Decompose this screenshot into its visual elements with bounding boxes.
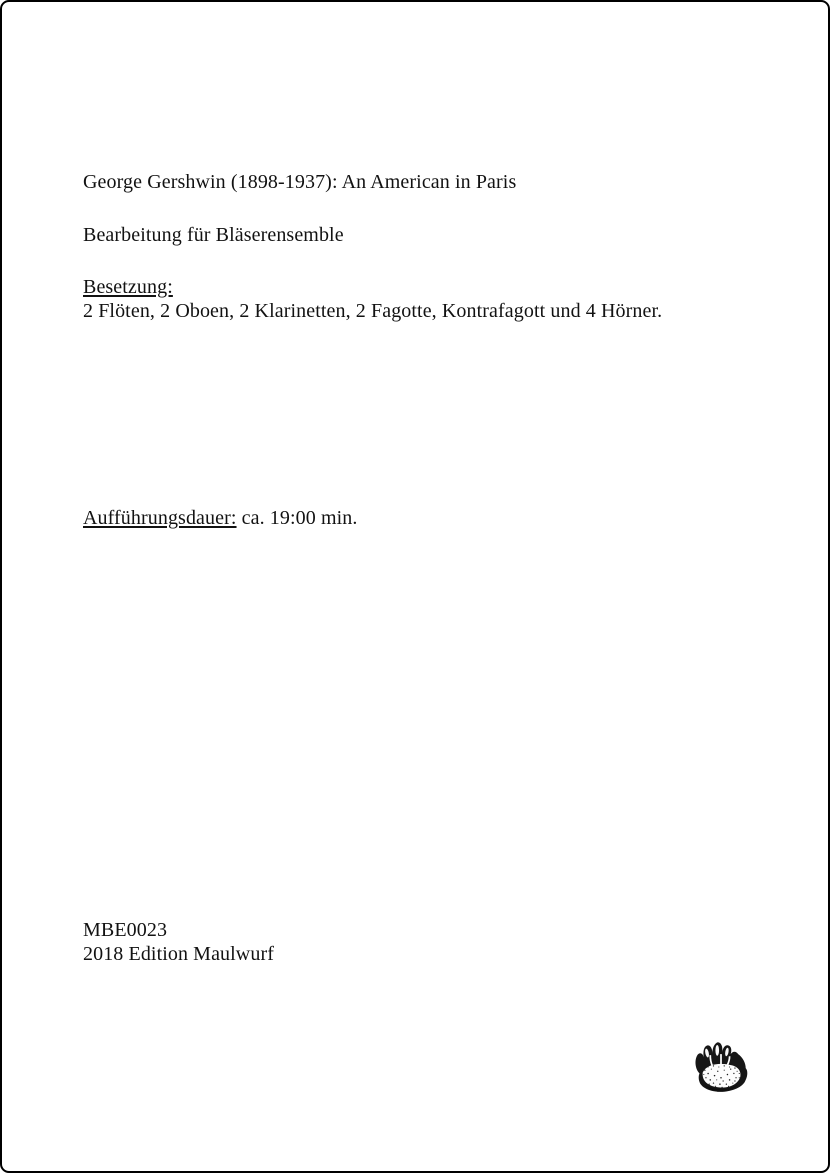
arrangement-note: Bearbeitung für Bläserensemble [83, 224, 344, 246]
duration-line [83, 506, 357, 530]
work-title: George Gershwin (1898-1937): An American in Paris [83, 171, 517, 193]
duration-label: Aufführungsdauer: [83, 507, 237, 529]
mole-paw-logo [692, 1040, 750, 1094]
instrumentation-label [83, 275, 173, 299]
edition-imprint: 2018 Edition Maulwurf [83, 943, 274, 965]
instrumentation-label-text: Besetzung: [83, 276, 173, 298]
duration-value: ca. 19:00 min. [241, 507, 358, 529]
catalog-number: MBE0023 [83, 919, 168, 941]
instrumentation-list: 2 Flöten, 2 Oboen, 2 Klarinetten, 2 Fagotte, Kontrafagott und 4 Hörner. [83, 300, 663, 322]
